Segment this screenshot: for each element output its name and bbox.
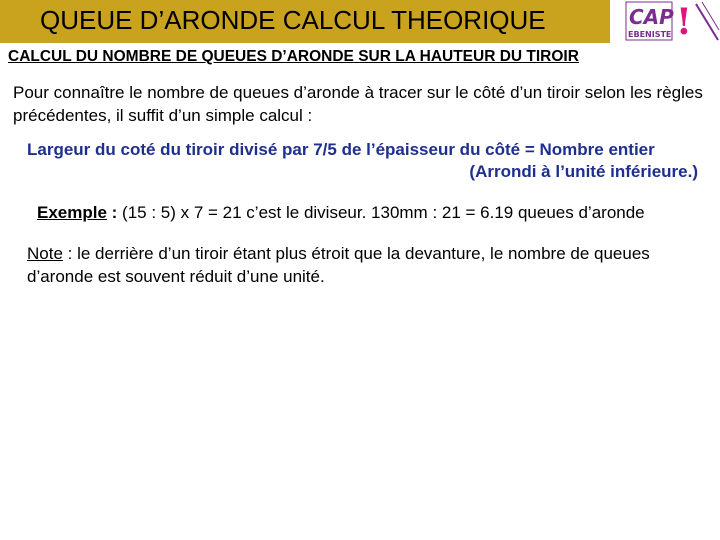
logo-text: CAP: [629, 5, 674, 29]
logo-subtext: EBENISTE: [628, 30, 672, 39]
section-subtitle: CALCUL DU NOMBRE DE QUEUES D’ARONDE SUR LA HAUTEUR DU TIROIR: [8, 48, 579, 65]
example-separator: :: [106, 203, 123, 222]
example-paragraph: [37, 203, 645, 223]
note-paragraph: [27, 242, 707, 288]
page-title: QUEUE D’ARONDE CALCUL THEORIQUE: [40, 5, 546, 35]
example-label: Exemple: [37, 203, 107, 222]
example-text: (15 : 5) x 7 = 21 c’est le diviseur. 130mm : 21 = 6.19 queues d’aronde: [122, 203, 645, 222]
note-text: : le derrière d’un tiroir étant plus étroit que la devanture, le nombre de queues d’aronde est souvent réduit d’une unité.: [27, 244, 650, 286]
note-label: Note: [27, 244, 63, 263]
intro-paragraph: Pour connaître le nombre de queues d’aronde à tracer sur le côté d’un tiroir selon les règles précédentes, il suffit d’un simple calcul :: [13, 83, 703, 125]
title-bar: [0, 0, 610, 43]
logo-mark: !: [676, 1, 692, 43]
formula-line-2: (Arrondi à l’unité inférieure.): [469, 162, 698, 181]
logo-diagonal-text: [696, 2, 719, 40]
formula-line-1: Largeur du coté du tiroir divisé par 7/5 de l’épaisseur du côté = Nombre entier: [27, 140, 655, 159]
cap-ebeniste-logo: [624, 0, 720, 44]
